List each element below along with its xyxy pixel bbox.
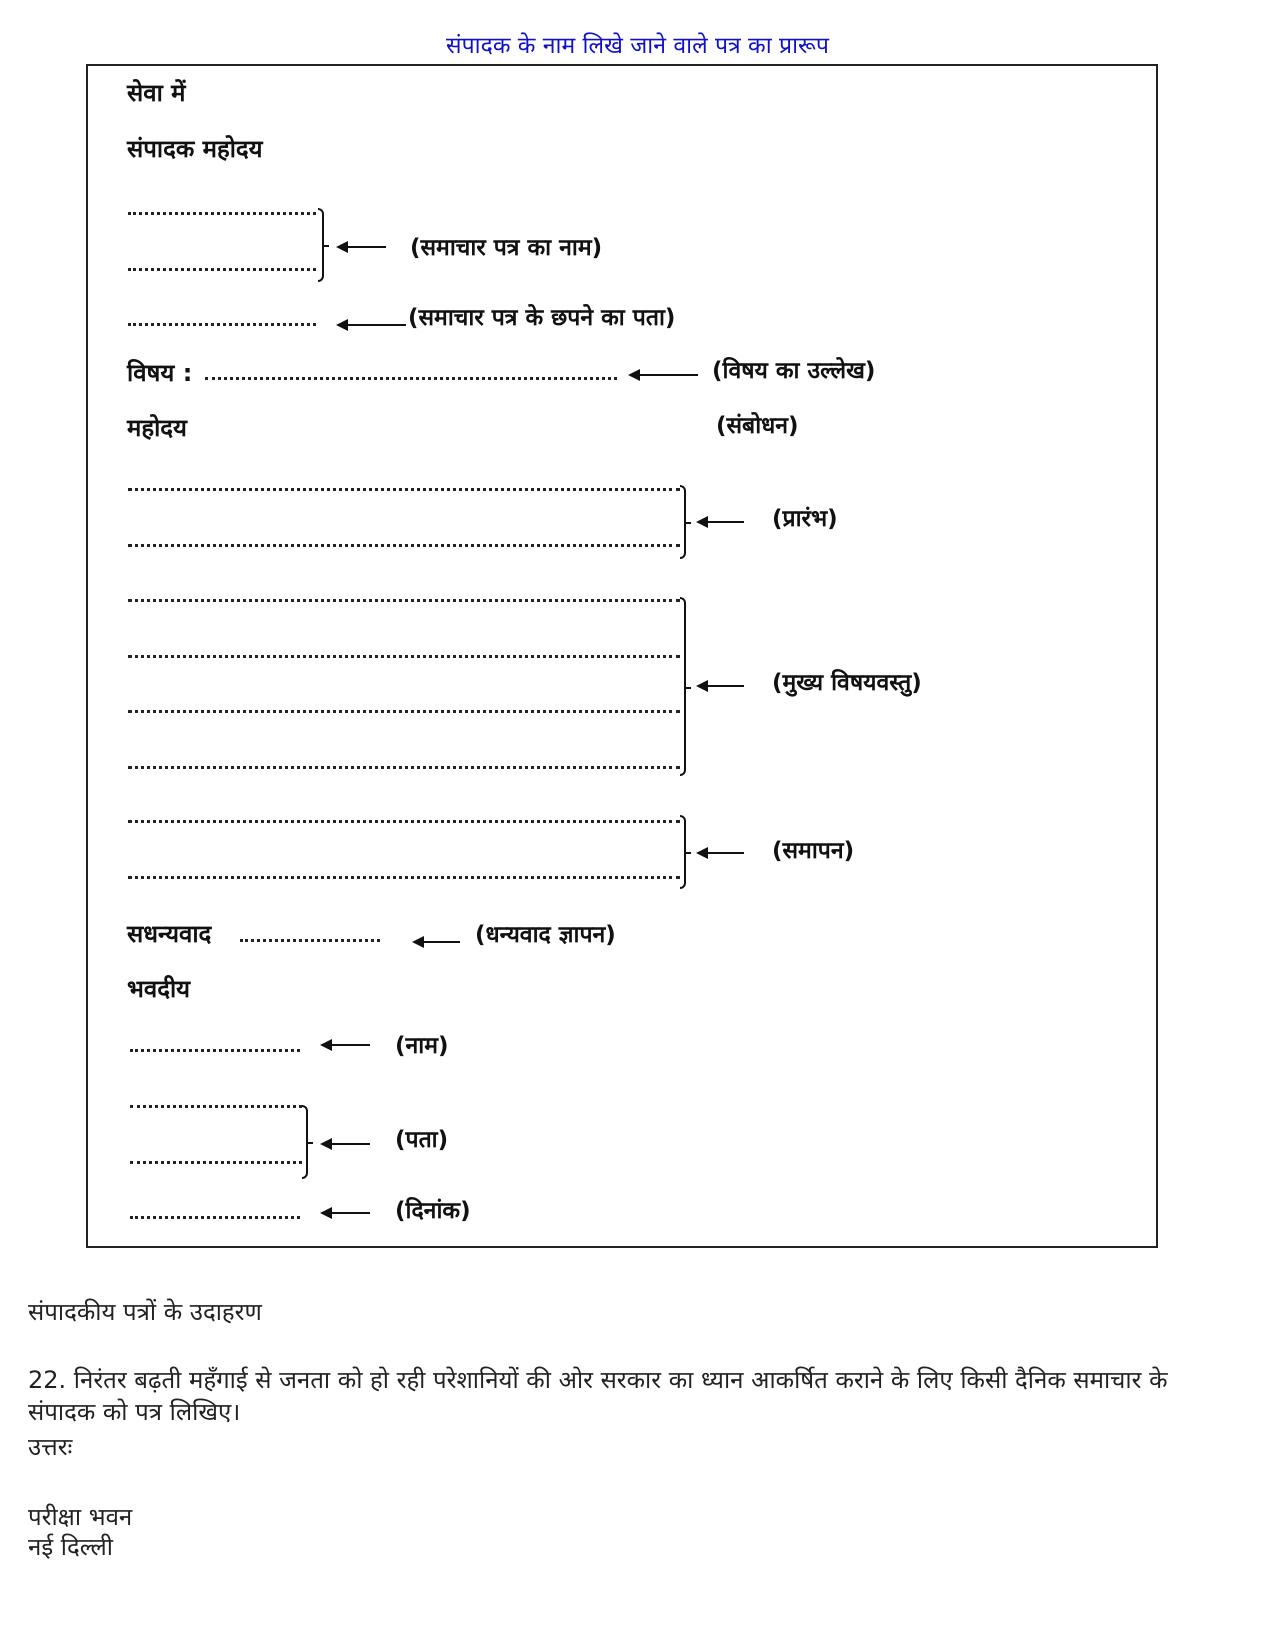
blank-line — [128, 268, 316, 271]
subject-label: (विषय का उल्लेख) — [712, 358, 876, 384]
blank-line — [128, 323, 316, 326]
blank-line — [128, 766, 680, 769]
brace-icon — [680, 485, 686, 559]
blank-line — [130, 1105, 302, 1108]
brace-icon — [680, 815, 686, 889]
blank-line — [128, 876, 680, 879]
arrow-left-icon — [322, 1212, 370, 1214]
address-label: (पता) — [395, 1127, 449, 1153]
arrow-left-icon — [338, 246, 386, 248]
to-line: सेवा में — [127, 79, 186, 107]
salutation-line: महोदय — [127, 414, 187, 442]
blank-line — [128, 544, 680, 547]
blank-line — [128, 599, 680, 602]
body-label: (मुख्य विषयवस्तु) — [772, 670, 922, 696]
brace-icon — [318, 208, 324, 282]
date-label: (दिनांक) — [395, 1198, 471, 1224]
address-line-1: परीक्षा भवन — [28, 1503, 133, 1531]
blank-line — [128, 820, 680, 823]
page-title: संपादक के नाम लिखे जाने वाले पत्र का प्रारूप — [446, 33, 829, 59]
blank-line — [128, 488, 680, 491]
brace-icon — [680, 597, 686, 776]
arrow-left-icon — [322, 1143, 370, 1145]
arrow-left-icon — [698, 852, 744, 854]
question-text: 22. निरंतर बढ़ती महँगाई से जनता को हो रही परेशानियों की ओर सरकार का ध्यान आकर्षित कराने के लिए किसी दैनिक समाचार के संपादक को पत्र लिखिए। — [28, 1366, 1168, 1426]
closing-label: (समापन) — [772, 838, 855, 864]
name-label: (नाम) — [395, 1033, 449, 1059]
blank-line — [128, 655, 680, 658]
arrow-left-icon — [698, 685, 744, 687]
editor-line: संपादक महोदय — [127, 135, 263, 163]
blank-line — [128, 212, 316, 215]
yours-line: भवदीय — [127, 975, 191, 1003]
arrow-left-icon — [338, 324, 406, 326]
blank-line — [130, 1216, 300, 1219]
salutation-label: (संबोधन) — [716, 413, 799, 439]
answer-label: उत्तरः — [28, 1433, 73, 1461]
arrow-left-icon — [414, 941, 460, 943]
examples-heading: संपादकीय पत्रों के उदाहरण — [28, 1298, 262, 1326]
address-line-2: नई दिल्ली — [28, 1533, 114, 1561]
arrow-left-icon — [322, 1044, 370, 1046]
blank-line — [128, 710, 680, 713]
newspaper-name-label: (समाचार पत्र का नाम) — [410, 235, 603, 261]
arrow-left-icon — [698, 521, 744, 523]
blank-line — [240, 939, 380, 942]
blank-line — [130, 1161, 302, 1164]
arrow-left-icon — [630, 374, 698, 376]
start-label: (प्रारंभ) — [772, 506, 838, 532]
blank-line — [205, 377, 617, 380]
thanks-line: सधन्यवाद — [127, 920, 212, 948]
subject-line: विषय : — [127, 359, 193, 387]
blank-line — [130, 1049, 300, 1052]
thanks-label: (धन्यवाद ज्ञापन) — [475, 922, 616, 948]
newspaper-address-label: (समाचार पत्र के छपने का पता) — [408, 305, 676, 331]
brace-icon — [302, 1105, 308, 1179]
